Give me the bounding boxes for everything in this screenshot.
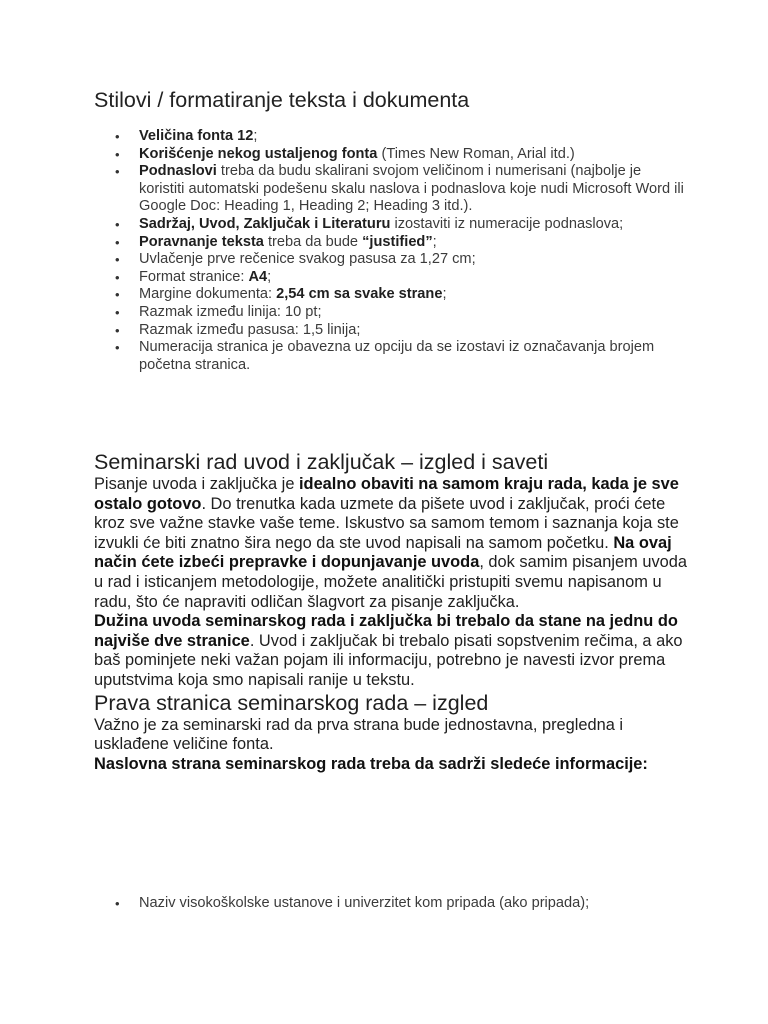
list-item: • Numeracija stranica je obavezna uz opciju da se izostavi iz označavanja brojem početna stranica. xyxy=(94,339,684,374)
paragraph: Dužina uvoda seminarskog rada i zaključka bi trebalo da stane na jednu do najviše dve stranice. Uvod i zaključak bi trebalo pisati sopstvenim rečima, a ako baš pominjete neki važan pojam ili informaciju, potrebno je navesti izvor prema uputstvima koja smo napisali ranije u tekstu. xyxy=(94,612,683,689)
section-heading-first-page: Prava stranica seminarskog rada – izgled xyxy=(94,690,489,715)
list-item: • Sadržaj, Uvod, Zaključak i Literaturu izostaviti iz numeracije podnaslova; xyxy=(94,216,684,234)
paragraph: Pisanje uvoda i zaključka je idealno obaviti na samom kraju rada, kada je sve ostalo gotovo. Do trenutka kada uzmete da pišete uvod i zaključak, proći ćete kroz sve važne stavke vaše teme. Iskustvo sa samom temom i saznanja koja ste izvukli će biti znatno šira nego da ste uvod napisali na samom početku. Na ovaj način ćete izbeći prepravke i dopunjavanje uvoda, dok samim pisanjem uvoda u rad i isticanjem metodologije, možete analitički pristupiti svemu napisanom u radu, što će napraviti odličan šlagvort za pisanje zaključka. xyxy=(94,475,688,611)
formatting-list xyxy=(94,128,684,374)
list-item: • Naziv visokoškolske ustanove i univerzitet kom pripada (ako pripada); xyxy=(94,895,654,913)
title-page-list xyxy=(94,895,654,913)
list-item: • Korišćenje nekog ustaljenog fonta (Times New Roman, Arial itd.) xyxy=(94,146,684,164)
paragraph: Važno je za seminarski rad da prva strana bude jednostavna, pregledna i usklađene veličine fonta. xyxy=(94,715,624,754)
paragraph: Naslovna strana seminarskog rada treba da sadrži sledeće informacije: xyxy=(94,754,648,773)
list-item: • Uvlačenje prve rečenice svakog pasusa za 1,27 cm; xyxy=(94,251,684,269)
list-item: • Razmak između linija: 10 pt; xyxy=(94,304,684,322)
list-item: • Poravnanje teksta treba da bude “justified”; xyxy=(94,234,684,252)
section-intro-conclusion xyxy=(94,450,694,774)
list-item: • Podnaslovi treba da budu skalirani svojom veličinom i numerisani (najbolje je koristiti automatski podešenu skalu naslova i podnaslova koje nudi Microsoft Word ili Google Doc: Heading 1, Heading 2; Heading 3 itd.). xyxy=(94,163,684,216)
list-item: • Veličina fonta 12; xyxy=(94,128,684,146)
section-heading-intro: Seminarski rad uvod i zaključak – izgled i saveti xyxy=(94,450,549,474)
list-item: • Margine dokumenta: 2,54 cm sa svake strane; xyxy=(94,286,684,304)
list-item: • Format stranice: A4; xyxy=(94,269,684,287)
section-heading-styles: Stilovi / formatiranje teksta i dokumenta xyxy=(94,88,470,112)
list-item: • Razmak između pasusa: 1,5 linija; xyxy=(94,322,684,340)
